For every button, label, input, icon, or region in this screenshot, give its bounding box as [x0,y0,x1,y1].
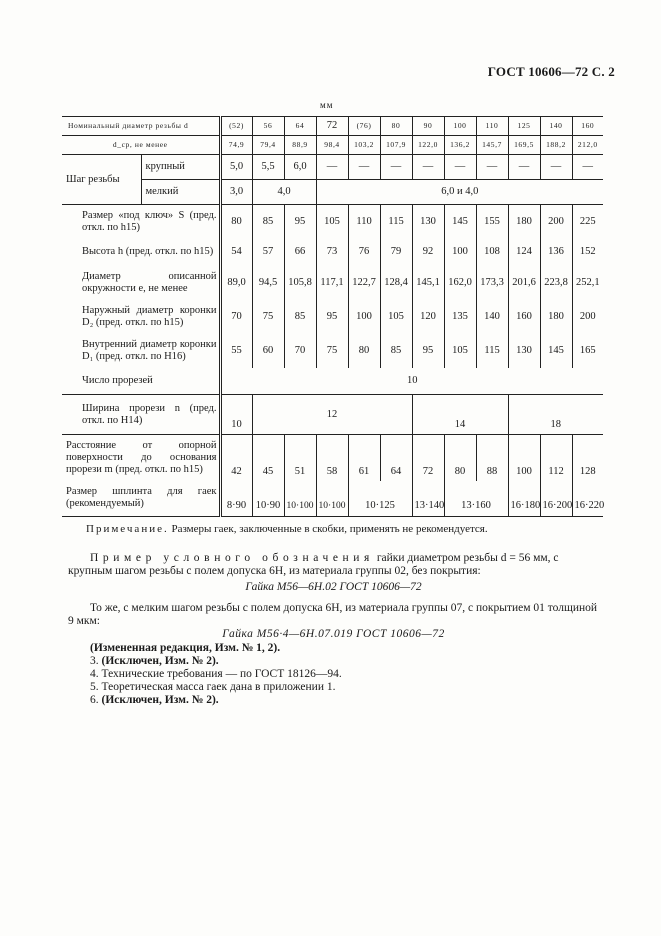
table-cell: 201,6 [508,266,540,300]
distance-label: Расстояние от опорной поверхности до основания прорези m (пред. откл. по h15) [66,439,217,475]
row-pitch-coarse [62,155,603,180]
table-cell: 75 [316,334,348,368]
table-cell: 5,0 [220,155,252,180]
table-cell: 13·160 [444,481,508,517]
table-cell: 180 [508,205,540,239]
page-header: ГОСТ 10606—72 С. 2 [487,64,615,79]
table-cell: 85 [252,205,284,239]
table-cell: 10·100 [284,481,316,517]
table-cell: 145 [444,205,476,239]
crown-outer-label: Наружный диаметр коронки D₂ (пред. откл. по h15) [82,304,217,328]
table-cell: 200 [572,300,603,334]
item-3-text: (Исключен, Изм. № 2). [101,655,219,667]
example-paragraph [68,552,599,578]
table-cell: 105,8 [284,266,316,300]
table-cell: 4,0 [252,180,316,205]
row-crown-outer [62,300,603,334]
table-cell: 8·90 [220,481,252,517]
table-cell: 252,1 [572,266,603,300]
table-cell: 16·220 [572,481,603,517]
table-cell: 98,4 [316,136,348,155]
table-cell: 80 [348,334,380,368]
table-cell: 64 [284,117,316,136]
table-cell: 160 [572,117,603,136]
table-cell: 79 [380,239,412,266]
table-cell: 51 [284,435,316,481]
dimensions-table [62,116,603,517]
table-cell: 95 [316,300,348,334]
table-cell: 110 [348,205,380,239]
table-cell: (76) [348,117,380,136]
table-cell: 140 [476,300,508,334]
table-cell: 130 [508,334,540,368]
table-cell: 136 [540,239,572,266]
table-cell: 130 [412,205,444,239]
table-cell: 188,2 [540,136,572,155]
dcp-label: d_ср, не менее [112,140,168,149]
table-cell: 6,0 и 4,0 [316,180,603,205]
diameter-label: Номинальный диаметр резьбы d [68,121,189,130]
table-cell: 75 [252,300,284,334]
table-cell: 105 [380,300,412,334]
table-cell: 54 [220,239,252,266]
table-cell: 94,5 [252,266,284,300]
table-cell: 66 [284,239,316,266]
table-cell: 80 [444,435,476,481]
example-text-2: То же, с мелким шагом резьбы с полем допуска 6H, из материала группы 07, с покрытием 01 толщиной 9 мкм: [68,602,598,627]
row-key-size [62,205,603,239]
table-cell: 70 [220,300,252,334]
table-cell: 6,0 [284,155,316,180]
table-cell: — [476,155,508,180]
example-text-1: гайки диаметром резьбы d = 56 мм, с крупным шагом резьбы с полем допуска 6H, из материала группы 02, без покрытия: [68,552,559,577]
table-cell: 74,9 [220,136,252,155]
table-cell: 3,0 [220,180,252,205]
row-crown-inner [62,334,603,368]
table-cell: 16·180 [508,481,540,517]
pitch-label: Шаг резьбы [66,173,120,185]
table-cell: 115 [476,334,508,368]
item-6-number: 6. [90,694,99,706]
table-cell: 14 [412,395,508,435]
table-cell: 152 [572,239,603,266]
item-6-text: (Исключен, Изм. № 2). [101,694,219,706]
row-pin [62,481,603,517]
slots-label: Число прорезей [82,374,153,386]
table-cell: — [380,155,412,180]
item-3 [90,655,570,668]
table-cell: 45 [252,435,284,481]
table-cell: 80 [380,117,412,136]
table-cell: 140 [540,117,572,136]
item-6 [90,694,570,707]
table-cell: 70 [284,334,316,368]
table-cell: 100 [444,239,476,266]
table-cell: 165 [572,334,603,368]
table-cell: 145 [540,334,572,368]
table-cell: 122,7 [348,266,380,300]
table-cell: 73 [316,239,348,266]
table-cell: — [316,155,348,180]
table-cell: 58 [316,435,348,481]
table-cell: 79,4 [252,136,284,155]
pin-label: Размер шплинта для гаек (рекомендуемый) [66,486,217,510]
example-spaced-heading: Пример условного обозначения [90,552,374,564]
table-cell: 95 [412,334,444,368]
table-cell: 173,3 [476,266,508,300]
table-cell: 162,0 [444,266,476,300]
table-cell: 85 [380,334,412,368]
table-cell: 90 [412,117,444,136]
table-cell: 13·140 [412,481,444,517]
row-diameter [62,117,603,136]
table-cell: 12 [252,395,412,435]
note-word: Примечание. [86,523,169,535]
table-cell: 60 [252,334,284,368]
table-cell: 10 [220,368,603,395]
table-cell: 155 [476,205,508,239]
table-cell: 145,1 [412,266,444,300]
table-cell: 72 [412,435,444,481]
table-cell: 105 [316,205,348,239]
table-cell: 136,2 [444,136,476,155]
row-slot-width [62,395,603,435]
item-4: 4. Технические требования — по ГОСТ 18126—94. [90,668,342,680]
table-cell: 95 [284,205,316,239]
table-cell: 125 [508,117,540,136]
table-cell: 100 [508,435,540,481]
row-slots [62,368,603,395]
table-cell: 135 [444,300,476,334]
fine-label: мелкий [141,180,220,205]
table-cell: 92 [412,239,444,266]
table-cell: 108 [476,239,508,266]
table-cell: 160 [508,300,540,334]
table-cell: 89,0 [220,266,252,300]
table-cell: 61 [348,435,380,481]
circ-label: Диаметр описанной окружности e, не менее [82,270,217,294]
table-cell: 80 [220,205,252,239]
table-cell: — [572,155,603,180]
row-height [62,239,603,266]
table-cell: 88 [476,435,508,481]
table-cell: 5,5 [252,155,284,180]
table-cell: 225 [572,205,603,239]
table-cell: 169,5 [508,136,540,155]
table-cell: 107,9 [380,136,412,155]
table-cell: 100 [348,300,380,334]
table-cell: 72 [316,117,348,136]
table-cell: — [540,155,572,180]
table-cell: 10·100 [316,481,348,517]
table-cell: 76 [348,239,380,266]
table-cell: 100 [444,117,476,136]
slot-width-label: Ширина прорези n (пред. откл. по H14) [82,402,217,426]
table-cell: 128 [572,435,603,481]
table-cell: 85 [284,300,316,334]
table-cell: 10·90 [252,481,284,517]
example-designation-1: Гайка М56—6H.02 ГОСТ 10606—72 [245,581,422,593]
example-designation-2: Гайка М56·4—6H.07.019 ГОСТ 10606—72 [222,628,445,640]
table-cell: 64 [380,435,412,481]
table-cell: (52) [220,117,252,136]
item-5: 5. Теоретическая масса гаек дана в приложении 1. [90,681,336,693]
table-cell: 223,8 [540,266,572,300]
table-cell: — [508,155,540,180]
table-cell: 16·200 [540,481,572,517]
table-cell: — [444,155,476,180]
key-size-label: Размер «под ключ» S (пред. откл. по h15) [82,209,217,233]
table-cell: 120 [412,300,444,334]
table-cell: 56 [252,117,284,136]
table-cell: 42 [220,435,252,481]
table-cell: 57 [252,239,284,266]
table-cell: — [348,155,380,180]
table-cell: 103,2 [348,136,380,155]
edit-note: (Измененная редакция, Изм. № 1, 2). [90,642,281,654]
row-dcp [62,136,603,155]
table-cell: 10·125 [348,481,412,517]
table-cell: 88,9 [284,136,316,155]
item-3-number: 3. [90,655,99,667]
table-cell: 115 [380,205,412,239]
table-cell: 10 [220,395,252,435]
row-distance [62,435,603,481]
table-cell: 212,0 [572,136,603,155]
table-cell: 122,0 [412,136,444,155]
table-cell: — [412,155,444,180]
crown-inner-label: Внутренний диаметр коронки D₁ (пред. откл. по H16) [82,338,217,362]
table-cell: 112 [540,435,572,481]
coarse-label: крупный [141,155,220,180]
row-pitch-fine [62,180,603,205]
table-cell: 117,1 [316,266,348,300]
table-cell: 55 [220,334,252,368]
table-cell: 18 [508,395,603,435]
row-circ [62,266,603,300]
note-text: Размеры гаек, заключенные в скобки, применять не рекомендуется. [171,523,488,535]
table-cell: 124 [508,239,540,266]
table-cell: 180 [540,300,572,334]
table-cell: 145,7 [476,136,508,155]
table-cell: 200 [540,205,572,239]
table-cell: 128,4 [380,266,412,300]
height-label: Высота h (пред. откл. по h15) [82,246,214,257]
table-cell: 105 [444,334,476,368]
table-note [86,523,488,535]
unit-label: мм [320,100,334,110]
table-cell: 110 [476,117,508,136]
